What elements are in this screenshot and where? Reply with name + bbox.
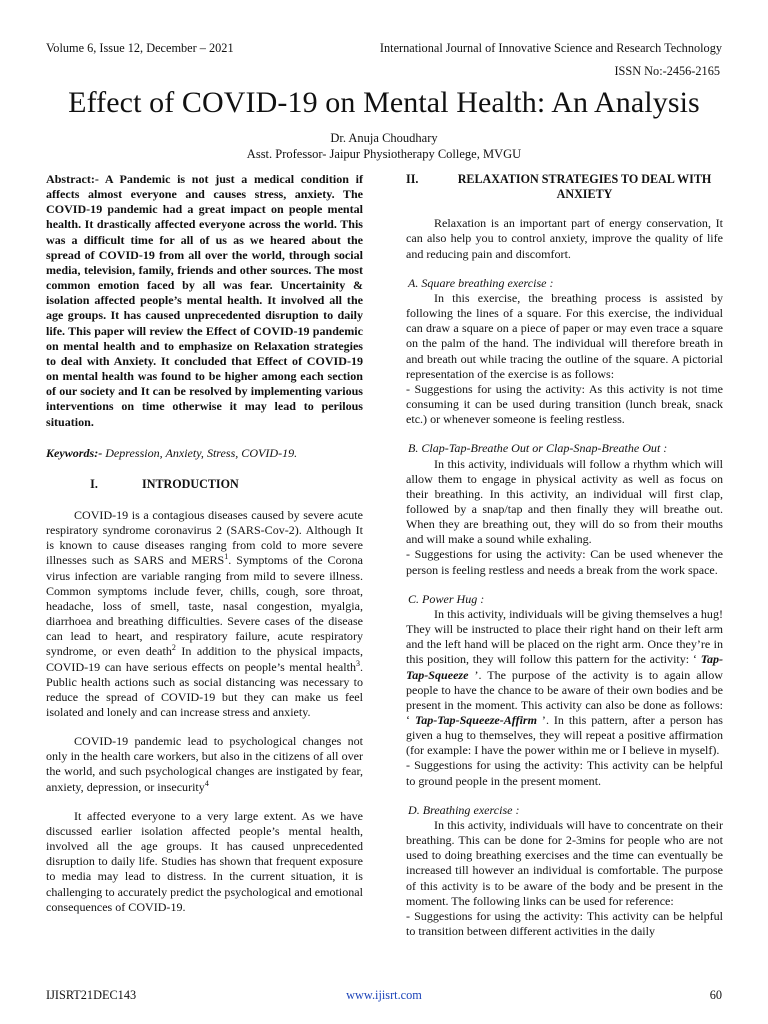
author-block [0, 130, 768, 162]
abstract-label: Abstract:- [46, 172, 99, 186]
author-name: Dr. Anuja Choudhary [330, 131, 438, 145]
subsection-a-text: In this exercise, the breathing process is assisted by following the lines of a square. For this exercise, the individual can draw a square on a piece of paper or may even trace a square on the palm of the hand. The individual will therefore breath in and breath out while tracing the outline of the square. A pictorial representation of the exercise is as follows: [406, 290, 723, 381]
intro-paragraph-1 [46, 508, 363, 720]
text-run: ’. The purpose of the activity is to again allow people to have the chance to be aware of their own bodies and be present in the moment. This activity can also be done as follows: ‘ [406, 667, 723, 727]
subsection-d-text: In this activity, individuals will have to concentrate on their breathing. This can be done for 2-3mins for people who are not used to doing breathing exercises and the time can eventually be increased till however an individual is comfortable. The purpose of this activity is to be aware of the body and be present in the moment. The following links can be used for reference: [406, 817, 723, 908]
subsection-b-suggestion: - Suggestions for using the activity: Can be used whenever the person is feeling restless and needs a break from the work space. [406, 547, 723, 577]
text-run: In addition to the physical impacts, COVID-19 can have serious effects on people’s mental health [46, 644, 363, 674]
subsection-b-text: In this activity, individuals will follow a rhythm which will allow them to engage in physical activity as well as focus on their breathing. In this activity, an individual will first clap, followed by a snap/tap and then finally they will breathe out. When they are breathing out, they will do so from their mouths and will make a sound while exhaling. [406, 456, 723, 547]
page-number: 60 [709, 988, 722, 1002]
keywords [46, 446, 363, 461]
text-run: COVID-19 is a contagious diseases caused by severe acute respiratory syndrome coronavirus 2 (SARS-Cov-2). Although It is known to cause diseases ranging from cold to more severe illnesses such as SARS and MERS [46, 507, 363, 568]
section-number: I. [90, 476, 98, 491]
citation-ref: 1 [224, 552, 229, 562]
abstract [46, 172, 363, 430]
subsection-d-title: D. Breathing exercise : [408, 802, 520, 817]
subsection-c-title: C. Power Hug : [408, 591, 485, 606]
subsection-d-suggestion: - Suggestions for using the activity: This activity can be helpful to transition between different activities in the daily [406, 908, 723, 939]
intro-paragraph-2 [46, 734, 363, 795]
keywords-text: Depression, Anxiety, Stress, COVID-19. [102, 445, 298, 460]
subsection-c-suggestion: - Suggestions for using the activity: This activity can be helpful to ground people in the present moment. [406, 758, 723, 788]
left-column [46, 172, 363, 915]
section-title: RELAXATION STRATEGIES TO DEAL WITH ANXIETY [457, 172, 712, 202]
intro-paragraph-3: It affected everyone to a very large extent. As we have discussed earlier isolation affected people’s mental health, involved all the age groups. It has caused unprecedented disruption to daily life. Studies has shown that frequent exposure to media may lead to distress. In the current situation, it is challenging to accurately predict the psychological and emotional consequences of COVID-19. [46, 808, 363, 914]
footer-url [0, 988, 768, 1003]
abstract-text: A Pandemic is not just a medical condition if affects almost everyone and causes stress, anxiety. The COVID-19 pandemic had a great impact on people mental health. It drastically affected everyone across the world. This was a difficult time for all of us as we heared about the spread of COVID-19 from all over the world, through social media, television, family, friends and other sources. The most common emotion faced by all was fear. Uncertainity & isolation affected people’s mental health. It involved all the age groups. It has caused unprecedented disruption to daily life. This paper will review the Effect of COVID-19 pandemic on mental health and to emphasize on Relaxation strategies to deal with Anxiety. It concluded that Effect of COVID-19 on mental health was found to be higher among each section of our society and It can be resolved by implementing various interventions on time otherwise it may lead to perilous situation. [46, 172, 363, 429]
citation-ref: 3 [355, 658, 360, 668]
text-run: COVID-19 pandemic lead to psychological changes not only in the health care workers, but also in the citizens of all over the world, and such psychological changes are instigated by fear, anxiety, depression, or insecurity [46, 734, 363, 794]
header-issn: ISSN No:-2456-2165 [614, 64, 720, 78]
citation-ref: 4 [204, 778, 209, 788]
text-run: ’. In this pattern, after a person has given a hug to themselves, they will repeat a positive affirmation (for example: I have the power within me or I believe in myself). [406, 713, 723, 758]
section-number: II. [406, 172, 419, 186]
emphasis: Tap-Tap-Squeeze-Affirm [414, 713, 537, 727]
text-run: . Public health actions such as social distancing was necessary to reduce the spread of COVID-19 but they can make us feel isolated and lonely and can increase stress and anxiety. [46, 659, 363, 719]
subsection-b-title: B. Clap-Tap-Breathe Out or Clap-Snap-Breathe Out : [408, 441, 668, 456]
emphasis: Tap-Tap-Squeeze [406, 652, 723, 682]
relaxation-intro: Relaxation is an important part of energy conservation, It can also help you to control anxiety, improve the quality of life and reducing pain and discomfort. [406, 216, 723, 261]
subsection-c-text [406, 607, 723, 759]
section-heading-relaxation [406, 172, 723, 202]
subsection-a-title: A. Square breathing exercise : [408, 275, 554, 290]
citation-ref: 2 [171, 643, 176, 653]
journal-link[interactable]: www.ijisrt.com [346, 988, 422, 1002]
section-heading-introduction [46, 477, 363, 492]
paper-title: Effect of COVID-19 on Mental Health: An Analysis [68, 86, 700, 119]
right-column [406, 172, 723, 939]
text-run: In this activity, individuals will be giving themselves a hug! They will be instructed to place their right hand on their left arm and the left hand will be placed on the right arm. Once they’re in this position, they will follow this pattern for the activity: ‘ [406, 606, 723, 667]
text-run: . Symptoms of the Corona virus infection are variable ranging from mild to severe illness. Common symptoms include fever, chills, cough, sore throat, headache, loss of smell, taste, nasal congestion, myalgia, diarrhoea and breathing difficulties. Severe cases of the disease can lead to heart, and respiratory failure, acute respiratory syndrome, or even death [46, 553, 363, 659]
author-affiliation: Asst. Professor- Jaipur Physiotherapy College, MVGU [246, 147, 522, 161]
keywords-label: Keywords:- [46, 445, 103, 460]
section-title: INTRODUCTION [142, 476, 239, 491]
header-journal: International Journal of Innovative Science and Research Technology [379, 41, 722, 55]
subsection-a-suggestion: - Suggestions for using the activity: As this activity is not time consuming it can be used during transition (lunch break, snack etc.) or whenever someone is feeling restless. [406, 381, 723, 427]
header-volume: Volume 6, Issue 12, December – 2021 [46, 41, 234, 55]
footer-paper-id: IJISRT21DEC143 [46, 988, 137, 1002]
